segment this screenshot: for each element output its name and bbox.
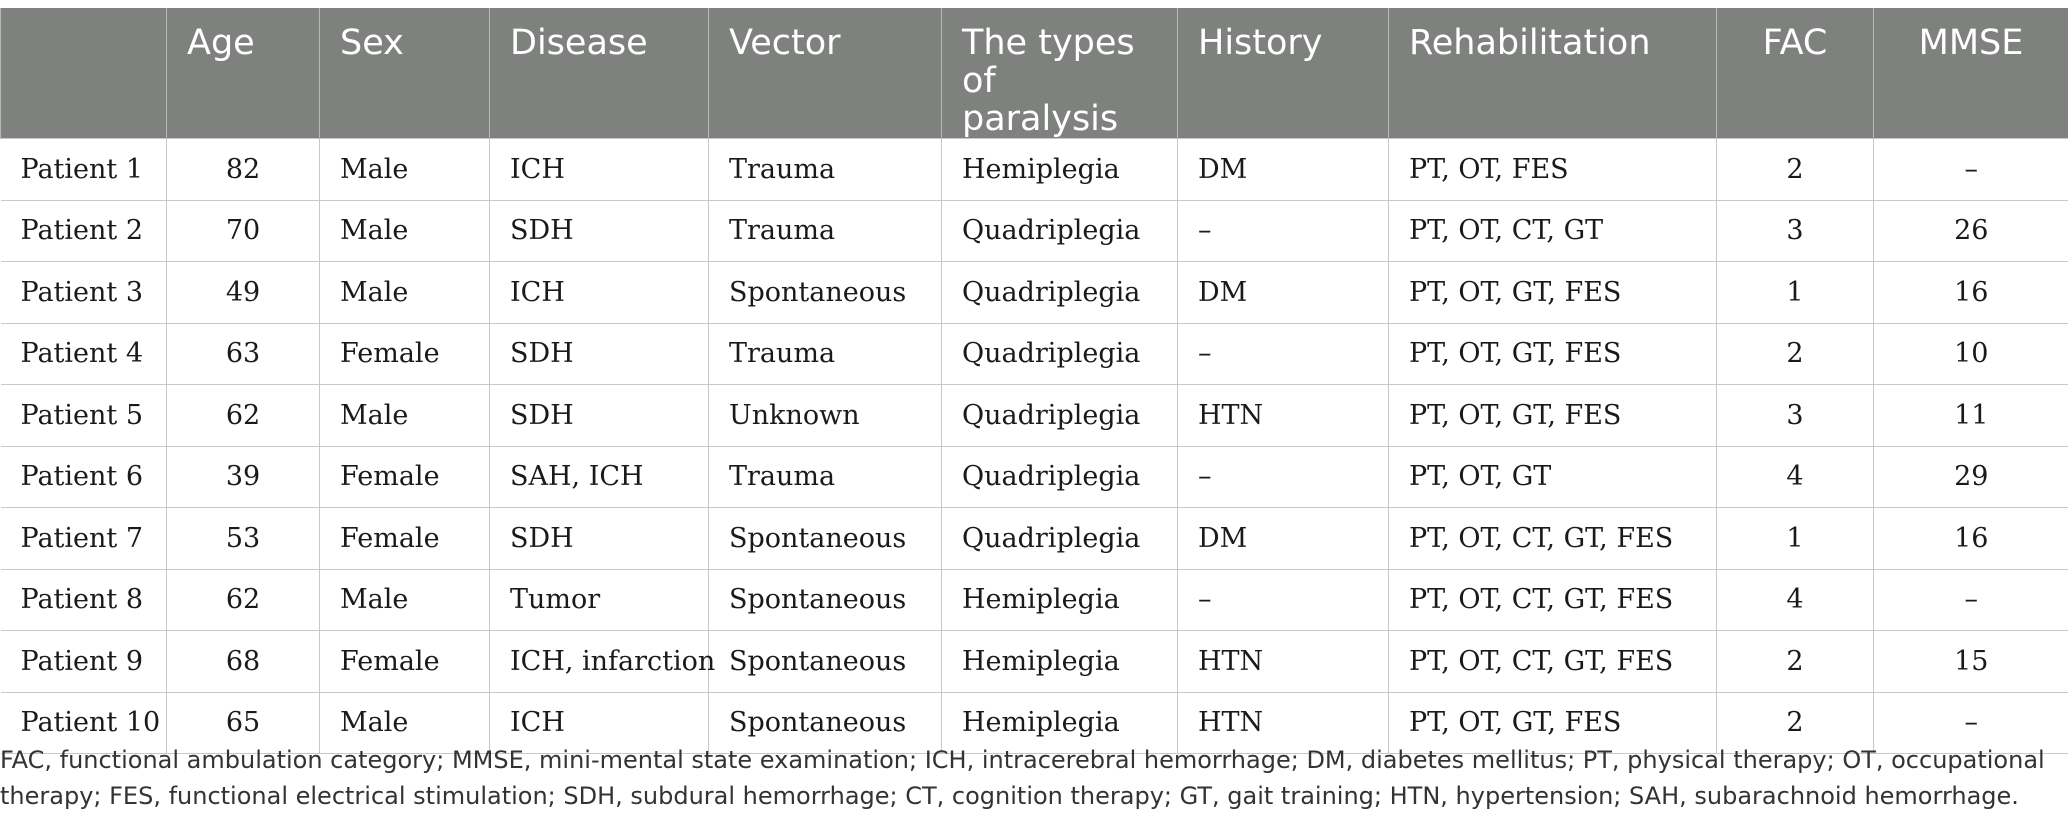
cell-sex: Male	[320, 385, 490, 447]
cell-paralysis-type: Quadriplegia	[942, 323, 1178, 385]
cell-mmse: 15	[1874, 631, 2068, 693]
cell-disease: ICH	[490, 262, 709, 324]
table-row	[1, 200, 2068, 262]
cell-history: DM	[1178, 508, 1389, 570]
cell-rehabilitation: PT, OT, CT, GT, FES	[1389, 631, 1717, 693]
cell-vector: Trauma	[709, 446, 942, 508]
cell-history: HTN	[1178, 385, 1389, 447]
cell-disease: SAH, ICH	[490, 446, 709, 508]
cell-patient: Patient 8	[1, 569, 167, 631]
cell-patient: Patient 3	[1, 262, 167, 324]
cell-disease: ICH	[490, 692, 709, 754]
cell-disease: SDH	[490, 508, 709, 570]
cell-disease: ICH	[490, 139, 709, 201]
header-paralysis-type: The types of paralysis	[942, 8, 1178, 139]
cell-mmse: –	[1874, 692, 2068, 754]
cell-patient: Patient 10	[1, 692, 167, 754]
table-header-row	[1, 8, 2068, 139]
table-row	[1, 385, 2068, 447]
table-row	[1, 508, 2068, 570]
cell-paralysis-type: Quadriplegia	[942, 200, 1178, 262]
cell-mmse: –	[1874, 139, 2068, 201]
cell-sex: Male	[320, 262, 490, 324]
cell-sex: Female	[320, 446, 490, 508]
cell-paralysis-type: Hemiplegia	[942, 692, 1178, 754]
cell-mmse: 11	[1874, 385, 2068, 447]
cell-sex: Male	[320, 200, 490, 262]
cell-history: –	[1178, 323, 1389, 385]
cell-vector: Unknown	[709, 385, 942, 447]
cell-vector: Trauma	[709, 139, 942, 201]
patient-characteristics-table	[0, 8, 2068, 754]
cell-vector: Trauma	[709, 323, 942, 385]
cell-patient: Patient 5	[1, 385, 167, 447]
cell-history: DM	[1178, 262, 1389, 324]
cell-fac: 1	[1717, 508, 1874, 570]
cell-disease: SDH	[490, 200, 709, 262]
cell-patient: Patient 6	[1, 446, 167, 508]
header-rehabilitation: Rehabilitation	[1389, 8, 1717, 139]
table-footnote: FAC, functional ambulation category; MMSE, mini-mental state examination; ICH, intracerebral hemorrhage; DM, diabetes mellitus; PT, physical therapy; OT, occupational therapy; FES, functional electrical stimulation; SDH, subdural hemorrhage; CT, cognition therapy; GT, gait training; HTN, hypertension; SAH, subarachnoid hemorrhage.	[0, 746, 2045, 810]
cell-rehabilitation: PT, OT, GT, FES	[1389, 385, 1717, 447]
header-patient	[1, 8, 167, 139]
cell-rehabilitation: PT, OT, GT	[1389, 446, 1717, 508]
cell-fac: 2	[1717, 139, 1874, 201]
cell-patient: Patient 2	[1, 200, 167, 262]
cell-mmse: 16	[1874, 262, 2068, 324]
cell-paralysis-type: Hemiplegia	[942, 139, 1178, 201]
cell-history: HTN	[1178, 631, 1389, 693]
cell-vector: Spontaneous	[709, 262, 942, 324]
cell-vector: Spontaneous	[709, 508, 942, 570]
cell-disease: ICH, infarction	[490, 631, 709, 693]
cell-patient: Patient 1	[1, 139, 167, 201]
cell-sex: Female	[320, 323, 490, 385]
cell-paralysis-type: Quadriplegia	[942, 262, 1178, 324]
cell-history: DM	[1178, 139, 1389, 201]
cell-age: 82	[167, 139, 320, 201]
header-age: Age	[167, 8, 320, 139]
header-history: History	[1178, 8, 1389, 139]
cell-rehabilitation: PT, OT, CT, GT, FES	[1389, 508, 1717, 570]
cell-age: 49	[167, 262, 320, 324]
cell-fac: 3	[1717, 385, 1874, 447]
cell-rehabilitation: PT, OT, GT, FES	[1389, 262, 1717, 324]
cell-disease: SDH	[490, 323, 709, 385]
cell-sex: Male	[320, 569, 490, 631]
cell-sex: Female	[320, 631, 490, 693]
cell-rehabilitation: PT, OT, CT, GT, FES	[1389, 569, 1717, 631]
cell-vector: Spontaneous	[709, 631, 942, 693]
cell-fac: 4	[1717, 446, 1874, 508]
cell-fac: 2	[1717, 631, 1874, 693]
table-row	[1, 262, 2068, 324]
cell-age: 68	[167, 631, 320, 693]
cell-patient: Patient 7	[1, 508, 167, 570]
table-row	[1, 631, 2068, 693]
header-disease: Disease	[490, 8, 709, 139]
cell-age: 62	[167, 569, 320, 631]
cell-rehabilitation: PT, OT, GT, FES	[1389, 323, 1717, 385]
cell-paralysis-type: Quadriplegia	[942, 385, 1178, 447]
cell-age: 39	[167, 446, 320, 508]
cell-paralysis-type: Quadriplegia	[942, 446, 1178, 508]
cell-paralysis-type: Hemiplegia	[942, 569, 1178, 631]
cell-fac: 1	[1717, 262, 1874, 324]
cell-rehabilitation: PT, OT, CT, GT	[1389, 200, 1717, 262]
cell-mmse: –	[1874, 569, 2068, 631]
table-body	[1, 139, 2068, 754]
cell-history: –	[1178, 200, 1389, 262]
cell-sex: Male	[320, 692, 490, 754]
cell-mmse: 10	[1874, 323, 2068, 385]
cell-mmse: 16	[1874, 508, 2068, 570]
cell-patient: Patient 9	[1, 631, 167, 693]
header-mmse: MMSE	[1874, 8, 2068, 139]
cell-vector: Spontaneous	[709, 692, 942, 754]
cell-history: –	[1178, 569, 1389, 631]
cell-fac: 2	[1717, 692, 1874, 754]
cell-sex: Male	[320, 139, 490, 201]
cell-age: 63	[167, 323, 320, 385]
header-fac: FAC	[1717, 8, 1874, 139]
cell-mmse: 29	[1874, 446, 2068, 508]
table-row	[1, 323, 2068, 385]
header-vector: Vector	[709, 8, 942, 139]
cell-age: 53	[167, 508, 320, 570]
cell-age: 62	[167, 385, 320, 447]
cell-history: HTN	[1178, 692, 1389, 754]
cell-paralysis-type: Quadriplegia	[942, 508, 1178, 570]
cell-age: 70	[167, 200, 320, 262]
cell-sex: Female	[320, 508, 490, 570]
cell-rehabilitation: PT, OT, FES	[1389, 139, 1717, 201]
cell-age: 65	[167, 692, 320, 754]
cell-fac: 3	[1717, 200, 1874, 262]
patient-table-container	[0, 8, 2068, 754]
cell-disease: Tumor	[490, 569, 709, 631]
cell-paralysis-type: Hemiplegia	[942, 631, 1178, 693]
header-sex: Sex	[320, 8, 490, 139]
cell-fac: 4	[1717, 569, 1874, 631]
cell-fac: 2	[1717, 323, 1874, 385]
cell-mmse: 26	[1874, 200, 2068, 262]
table-row	[1, 446, 2068, 508]
cell-patient: Patient 4	[1, 323, 167, 385]
table-row	[1, 139, 2068, 201]
cell-history: –	[1178, 446, 1389, 508]
table-row	[1, 569, 2068, 631]
cell-vector: Spontaneous	[709, 569, 942, 631]
cell-vector: Trauma	[709, 200, 942, 262]
cell-disease: SDH	[490, 385, 709, 447]
cell-rehabilitation: PT, OT, GT, FES	[1389, 692, 1717, 754]
